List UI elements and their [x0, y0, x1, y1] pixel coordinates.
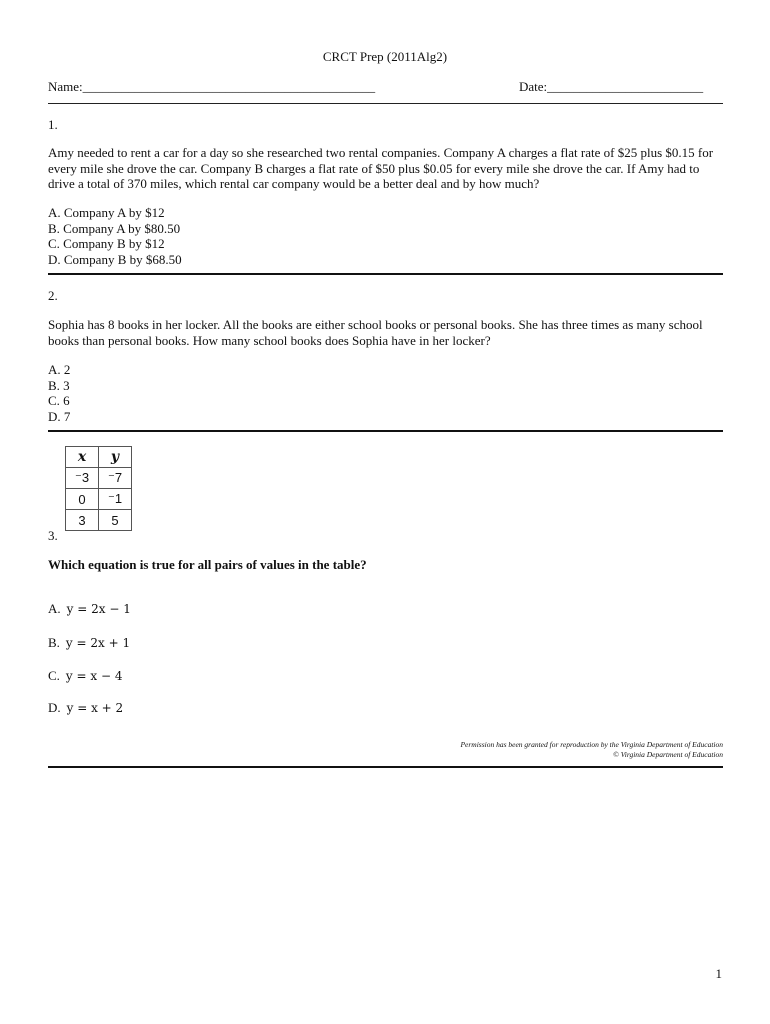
table-header-row	[66, 447, 132, 468]
question-3-option-c	[48, 668, 122, 684]
option-letter: A.	[48, 601, 61, 616]
table-row	[66, 468, 132, 489]
question-3-option-a	[48, 601, 131, 617]
date-field-label: Date:________________________	[519, 79, 704, 94]
option-equation: y = x + 2	[66, 701, 124, 715]
question-2-option-a: A. 2	[48, 362, 71, 377]
copyright-line: © Virginia Department of Education	[613, 750, 723, 759]
question-1-option-d: D. Company B by $68.50	[48, 251, 182, 267]
xy-values-table	[65, 446, 132, 531]
question-2-options	[48, 362, 70, 424]
option-equation: y = 2x − 1	[66, 602, 131, 616]
question-1-divider	[48, 273, 723, 275]
table-header-y: y	[99, 447, 132, 468]
question-2-divider	[48, 430, 723, 432]
option-letter: C.	[48, 668, 60, 683]
question-2-option-d: D. 7	[48, 408, 71, 424]
option-letter: D.	[48, 700, 61, 715]
table-row	[66, 510, 132, 531]
question-2-option-b: B. 3	[48, 377, 70, 393]
permission-notice	[460, 740, 723, 760]
question-1-option-b: B. Company A by $80.50	[48, 220, 181, 236]
question-2-number: 2.	[48, 288, 58, 303]
table-row	[66, 489, 132, 510]
question-1-options	[48, 205, 182, 267]
option-equation: y = 2x + 1	[65, 636, 131, 650]
permission-line: Permission has been granted for reproduction by the Virginia Department of Education	[460, 740, 723, 749]
question-3-number: 3.	[48, 528, 58, 543]
option-equation: y = x − 4	[65, 669, 123, 683]
question-1-option-c: C. Company B by $12	[48, 236, 165, 251]
table-cell: ⁻1	[99, 489, 132, 510]
question-2-option-c: C. 6	[48, 393, 70, 408]
question-1-text: Amy needed to rent a car for a day so she researched two rental companies. Company A charges a flat rate of $25 plus $0.15 for every mile she drove the car. Company B charges a flat rate of $50 plus $0.05 for every mile she drove the car. If Amy had to drive a total of 370 miles, which rental car company would be a better deal and by how much?	[48, 145, 714, 191]
question-3-option-b	[48, 635, 130, 651]
header-divider	[48, 103, 723, 104]
question-2-text: Sophia has 8 books in her locker. All the books are either school books or personal books. She has three times as many school books than personal books. How many school books does Sophia have in her locker?	[48, 317, 703, 348]
table-cell: 3	[66, 510, 99, 531]
table-cell: ⁻3	[66, 468, 99, 489]
table-cell: ⁻7	[99, 468, 132, 489]
table-cell: 0	[66, 489, 99, 510]
table-cell: 5	[99, 510, 132, 531]
page-title: CRCT Prep (2011Alg2)	[322, 49, 448, 64]
page-number: 1	[715, 966, 722, 981]
question-1-number: 1.	[48, 117, 58, 132]
question-1-option-a: A. Company A by $12	[48, 205, 165, 220]
question-3-divider	[48, 766, 723, 768]
option-letter: B.	[48, 635, 60, 650]
name-field-label: Name:_____________________________________________	[48, 79, 376, 94]
question-3-option-d	[48, 700, 123, 716]
question-3-prompt: Which equation is true for all pairs of values in the table?	[48, 557, 367, 572]
table-header-x: x	[66, 447, 99, 468]
